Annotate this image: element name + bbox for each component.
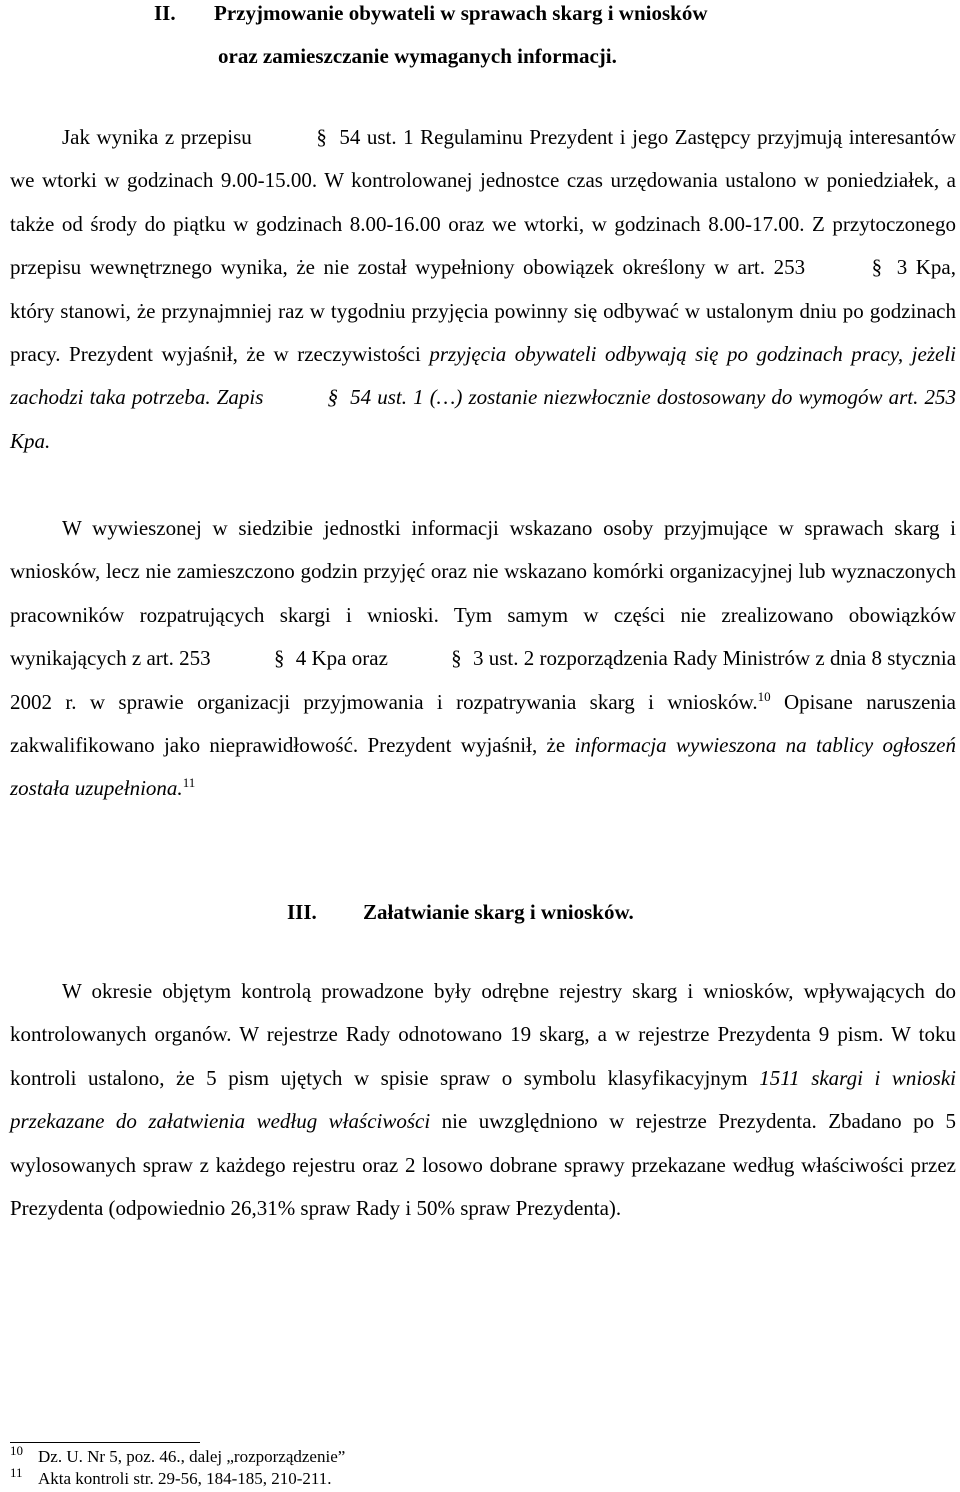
footnote-separator <box>10 1442 200 1443</box>
p1-italic-quote-2: 54 ust. 1 (…) zostanie niezwłocznie dostosowany do wymogów art. 253 Kpa. <box>10 385 956 453</box>
section-2-title-line2: oraz zamieszczanie wymaganych informacji. <box>218 44 617 68</box>
p2-text-c: 3 ust. 2 rozporządzenia Rady Ministrów z dnia 8 stycznia 2002 r. w sprawie organizacji przyjmowania i rozpatrywania skarg i wniosków. <box>10 646 957 714</box>
p1-text-a: Jak wynika z przepisu <box>62 125 252 149</box>
section-sign: § <box>871 255 883 280</box>
p1-text-c: 3 Kpa, który stanowi, że przynajmniej raz w tygodniu przyjęcia powinny się odbywać w ustalonym dniu po godzinach pracy. Prezydent wyjaśnił, że w rzeczywistości <box>10 255 956 367</box>
section-2-title-line1: Przyjmowanie obywateli w sprawach skarg i wniosków <box>214 1 708 25</box>
p3-text-b: nie uwzględniono w rejestrze Prezydenta. Zbadano po 5 wylosowanych spraw z każdego rejestru oraz 2 losowo dobrane sprawy przekazane według właściwości przez Prezydenta (odpowiednio 26,31% spraw Rady i 50% spraw Prezydenta). <box>10 1109 957 1221</box>
section-2-heading <box>10 0 956 78</box>
p3-text-a: W okresie objętym kontrolą prowadzone były odrębne rejestry skarg i wniosków, wpływających do kontrolowanych organów. W rejestrze Rady odnotowano 19 skarg, a w rejestrze Prezydenta 9 pism. W toku kontroli ustalono, że 5 pism ujętych w spisie spraw o symbolu klasyfikacyjnym <box>10 979 956 1090</box>
p2-text-a: W wywieszonej w siedzibie jednostki informacji wskazano osoby przyjmujące w sprawach skarg i wniosków, lecz nie zamieszczono godzin przyjęć oraz nie wskazano komórki organizacyjnej lub wyznaczonych pracowników rozpatrujących skargi i wnioski. Tym samym w części nie zrealizowano obowiązków wynikających z art. 253 <box>10 516 956 671</box>
document-page <box>10 0 956 1492</box>
paragraph-2 <box>10 507 956 811</box>
section-sign: § <box>451 646 462 671</box>
section-sign: § <box>327 385 339 410</box>
footnote-text: Dz. U. Nr 5, poz. 46., dalej „rozporządzenie” <box>38 1447 346 1466</box>
p3-italic-category: 1511 skargi i wnioski przekazane do załatwienia według właściwości <box>10 1065 956 1134</box>
section-sign: § <box>316 125 327 149</box>
section-3-heading <box>10 891 956 934</box>
paragraph-1 <box>10 116 956 463</box>
p2-text-d: Opisane naruszenia zakwalifikowano jako nieprawidłowość. Prezydent wyjaśnił, że <box>10 689 957 758</box>
footnote-text: Akta kontroli str. 29-56, 184-185, 210-211. <box>38 1469 332 1488</box>
section-2-number: II. <box>154 1 176 25</box>
p2-text-b: 4 Kpa oraz <box>295 646 388 671</box>
section-sign: § <box>273 646 285 671</box>
p2-italic-quote: informacja wywieszona na tablicy ogłoszeń została uzupełniona. <box>10 733 956 801</box>
section-3-number: III. <box>287 900 317 924</box>
footnote-11: 11 Akta kontroli str. 29-56, 184-185, 210-211. <box>10 1465 332 1488</box>
footnote-ref-10[interactable]: 10 <box>757 688 771 704</box>
section-3-title: Załatwianie skarg i wniosków. <box>363 900 634 924</box>
p1-text-b: 54 ust. 1 Regulaminu Prezydent i jego Zastępcy przyjmują interesantów we wtorki w godzinach 9.00-15.00. W kontrolowanej jednostce czas urzędowania ustalono w poniedziałek, a także od środy do piątku w godzinach 8.00-16.00 oraz we wtorki, w godzinach 8.00-17.00. Z przytoczonego przepisu wewnętrznego wynika, że nie został wypełniony obowiązek określony w art. 253 <box>10 125 957 280</box>
p1-italic-quote: przyjęcia obywateli odbywają się po godzinach pracy, jeżeli zachodzi taka potrzeba. Zapis <box>10 342 956 410</box>
footnote-10: 10 Dz. U. Nr 5, poz. 46., dalej „rozporządzenie” <box>10 1443 346 1466</box>
footnote-ref-11[interactable]: 11 <box>182 775 196 791</box>
paragraph-3 <box>10 970 956 1230</box>
